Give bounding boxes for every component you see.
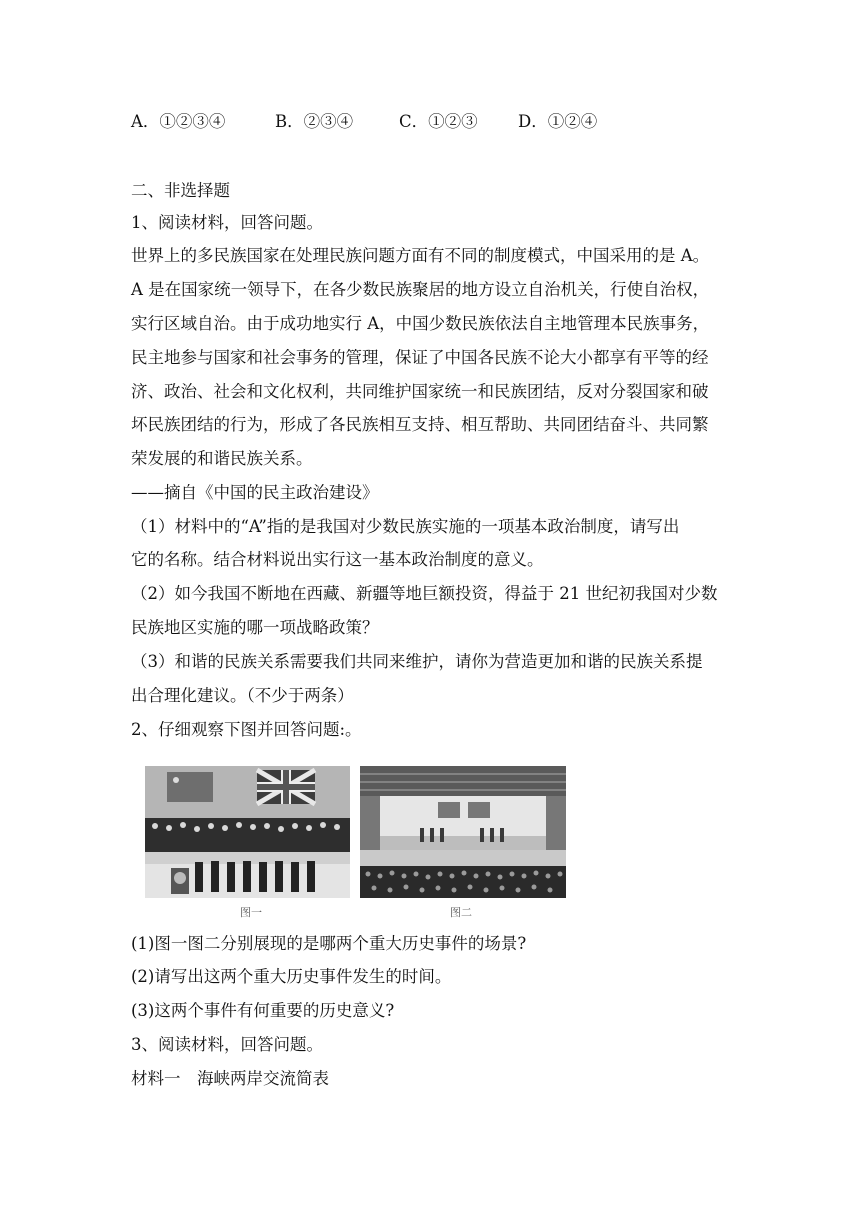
q2-sub1: (1)图一图二分别展现的是哪两个重大历史事件的场景? bbox=[131, 934, 527, 953]
q1-source: ——摘自《中国的民主政治建设》 bbox=[131, 483, 379, 502]
photo-2-image bbox=[360, 766, 566, 898]
q1-sub2-line: 民族地区实施的哪一项战略政策？ bbox=[131, 618, 379, 637]
q1-material-line: 民主地参与国家和社会事务的管理，保证了中国各民族不论大小都享有平等的经 bbox=[131, 348, 709, 367]
option-b: B．②③④ bbox=[275, 112, 354, 131]
q3-title: 3、阅读材料，回答问题。 bbox=[131, 1035, 323, 1054]
option-a: A．①②③④ bbox=[131, 112, 226, 131]
q1-sub2-line: （2）如今我国不断地在西藏、新疆等地巨额投资，得益于 21 世纪初我国对少数 bbox=[131, 584, 718, 603]
option-d: D．①②④ bbox=[518, 112, 598, 131]
q3-material-label: 材料一 海峡两岸交流简表 bbox=[131, 1069, 329, 1088]
q1-material-line: 实行区域自治。由于成功地实行 A，中国少数民族依法自主地管理本民族事务， bbox=[131, 314, 710, 333]
photo-1 bbox=[145, 766, 350, 898]
q2-sub2: (2)请写出这两个重大历史事件发生的时间。 bbox=[131, 967, 452, 986]
q1-material-line: A 是在国家统一领导下，在各少数民族聚居的地方设立自治机关，行使自治权， bbox=[131, 280, 710, 299]
option-c: C．①②③ bbox=[399, 112, 478, 131]
q1-sub1-line: （1）材料中的“A”指的是我国对少数民族实施的一项基本政治制度，请写出 bbox=[131, 517, 680, 536]
photo-2 bbox=[360, 766, 566, 898]
photo-2-caption: 图二 bbox=[450, 906, 472, 919]
section-title: 二、非选择题 bbox=[131, 181, 230, 200]
q1-material-line: 荣发展的和谐民族关系。 bbox=[131, 449, 313, 468]
q2-title: 2、仔细观察下图并回答问题:。 bbox=[131, 720, 362, 739]
q1-sub3-line: （3）和谐的民族关系需要我们共同来维护，请你为营造更加和谐的民族关系提 bbox=[131, 652, 703, 671]
q1-material-line: 济、政治、社会和文化权利，共同维护国家统一和民族团结，反对分裂国家和破 bbox=[131, 382, 709, 401]
q1-title: 1、阅读材料，回答问题。 bbox=[131, 213, 323, 232]
q1-material-line: 坏民族团结的行为，形成了各民族相互支持、相互帮助、共同团结奋斗、共同繁 bbox=[131, 415, 709, 434]
photo-1-image bbox=[145, 766, 350, 898]
q1-sub1-line: 它的名称。结合材料说出实行这一基本政治制度的意义。 bbox=[131, 550, 544, 569]
q2-sub3: (3)这两个事件有何重要的历史意义? bbox=[131, 1001, 395, 1020]
photo-1-caption: 图一 bbox=[240, 906, 262, 919]
q1-material-line: 世界上的多民族国家在处理民族问题方面有不同的制度模式，中国采用的是 A。 bbox=[131, 246, 710, 265]
q1-sub3-line: 出合理化建议。（不少于两条） bbox=[131, 686, 354, 705]
